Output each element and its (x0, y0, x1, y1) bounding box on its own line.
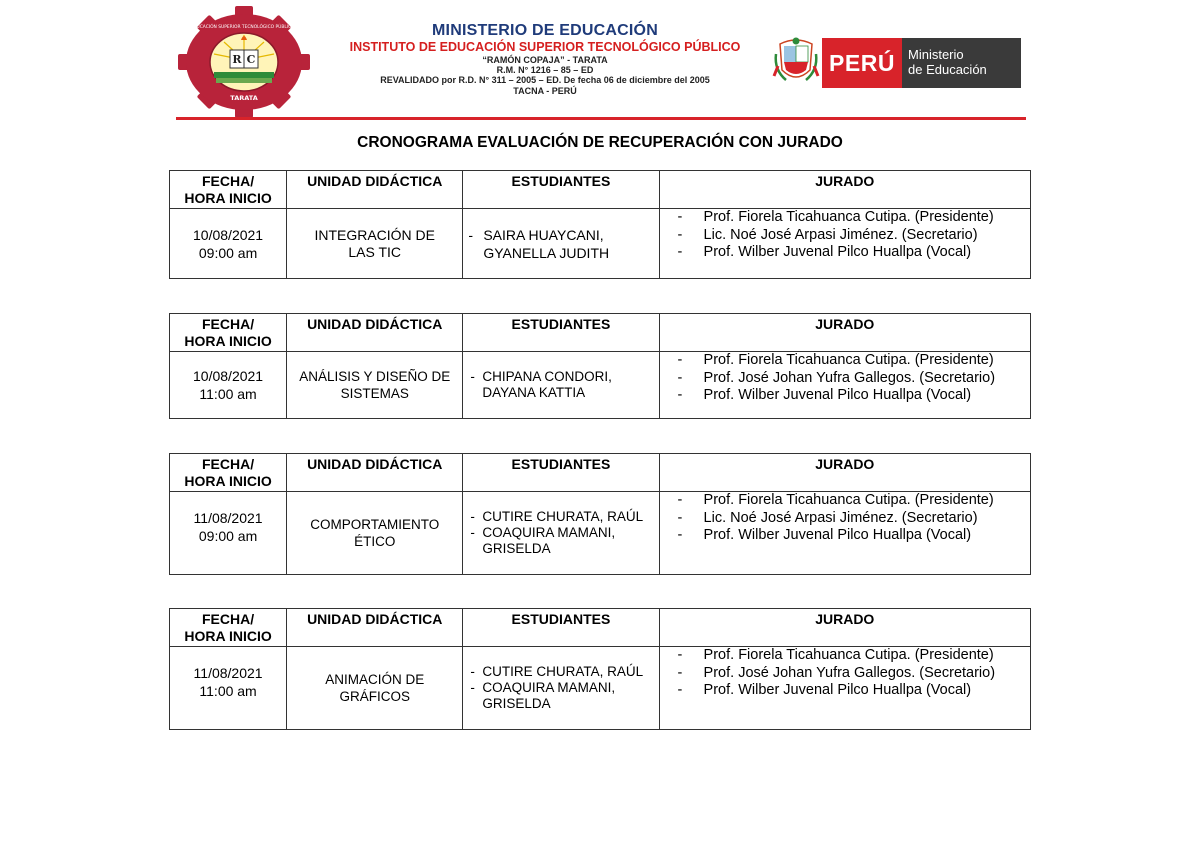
table-header-row (170, 609, 1031, 647)
schedule-table-1 (169, 170, 1031, 279)
header-estudiantes: ESTUDIANTES (463, 171, 659, 209)
header-fecha (170, 609, 287, 647)
unidad-cell (287, 352, 463, 419)
header-fecha (170, 171, 287, 209)
jurado-member: - Prof. Fiorela Ticahuanca Cutipa. (Presidente) (660, 352, 1030, 370)
jurado-member: - Prof. Wilber Juvenal Pilco Huallpa (Vocal) (660, 682, 1030, 700)
header-jurado: JURADO (659, 609, 1030, 647)
unidad-line1: INTEGRACIÓN DE (314, 226, 436, 243)
ministerio-label-box (902, 38, 1021, 88)
header-jurado: JURADO (659, 454, 1030, 492)
fecha-cell (170, 647, 287, 730)
revalidation-text: REVALIDADO por R.D. N° 311 – 2005 – ED. De fecha 06 de diciembre del 2005 (380, 75, 710, 86)
header-estudiantes: ESTUDIANTES (463, 314, 659, 352)
header-fecha-line1: FECHA/ (202, 316, 255, 332)
student-item-continued: GYANELLA JUDITH (483, 244, 610, 261)
ministerio-line2: de Educación (908, 62, 987, 77)
fecha-cell (170, 492, 287, 575)
logo-initial-r: R (232, 53, 242, 66)
time-text: 11:00 am (199, 386, 257, 402)
table-row (170, 209, 1031, 279)
logo-bottom-text: TARATA (230, 94, 258, 102)
jurado-member: - Prof. José Johan Yufra Gallegos. (Secretario) (660, 370, 1030, 388)
jurado-cell (659, 647, 1030, 730)
location-text: TACNA - PERÚ (513, 85, 577, 96)
time-text: 09:00 am (198, 244, 258, 261)
jurado-member: - Prof. Wilber Juvenal Pilco Huallpa (Vocal) (660, 387, 1030, 405)
header-jurado: JURADO (659, 171, 1030, 209)
header-unidad: UNIDAD DIDÁCTICA (287, 454, 463, 492)
unidad-line1: ANÁLISIS Y DISEÑO DE (299, 369, 451, 384)
header-fecha-line1: FECHA/ (202, 456, 255, 472)
unidad-line2: ÉTICO (354, 534, 396, 549)
schedule-table-2 (169, 313, 1031, 419)
student-item: - COAQUIRA MAMANI, (463, 680, 658, 696)
table-header-row (170, 171, 1031, 209)
student-item: - CHIPANA CONDORI, (463, 369, 658, 385)
header-estudiantes: ESTUDIANTES (463, 609, 659, 647)
date-text: 10/08/2021 (193, 226, 264, 243)
header-unidad: UNIDAD DIDÁCTICA (287, 609, 463, 647)
logo-seal-text: INSTITUTO DE EDUCACIÓN SUPERIOR TECNOLÓGICO PÚBLICO RAMÓN COPAJA (158, 25, 330, 30)
student-item: - CUTIRE CHURATA, RAÚL (463, 509, 658, 525)
schedule-table-4 (169, 608, 1031, 730)
student-item: - SAIRA HUAYCANI, (463, 226, 658, 244)
unidad-line2: LAS TIC (348, 243, 402, 260)
header-fecha-line1: FECHA/ (202, 611, 255, 627)
jurado-member: - Lic. Noé José Arpasi Jiménez. (Secretario) (660, 227, 1030, 245)
estudiantes-cell (463, 647, 659, 730)
table-row (170, 492, 1031, 575)
student-item-continued: DAYANA KATTIA (482, 385, 586, 400)
jurado-member: - Prof. Fiorela Ticahuanca Cutipa. (Presidente) (660, 492, 1030, 510)
header-estudiantes: ESTUDIANTES (463, 454, 659, 492)
jurado-member: - Prof. Fiorela Ticahuanca Cutipa. (Presidente) (660, 647, 1030, 665)
jurado-cell (659, 209, 1030, 279)
student-item: - CUTIRE CHURATA, RAÚL (463, 664, 658, 680)
jurado-cell (659, 492, 1030, 575)
student-item-continued: GRISELDA (482, 541, 551, 556)
time-text: 11:00 am (199, 683, 257, 699)
header-fecha-line2: HORA INICIO (184, 473, 272, 489)
unidad-line2: SISTEMAS (340, 386, 409, 401)
jurado-member: - Prof. Wilber Juvenal Pilco Huallpa (Vocal) (660, 244, 1030, 262)
unidad-line1: ANIMACIÓN DE (325, 672, 425, 687)
header-fecha-line1: FECHA/ (202, 173, 255, 189)
date-text: 10/08/2021 (193, 368, 264, 384)
table-header-row (170, 454, 1031, 492)
peru-label-box (822, 38, 902, 88)
coat-of-arms-icon (774, 36, 818, 88)
institute-short-name: “RAMÓN COPAJA” - TARATA (482, 54, 608, 65)
table-row (170, 352, 1031, 419)
peru-label: PERÚ (829, 50, 895, 76)
fecha-cell (170, 209, 287, 279)
header-unidad: UNIDAD DIDÁCTICA (287, 314, 463, 352)
header-fecha (170, 454, 287, 492)
header-jurado: JURADO (659, 314, 1030, 352)
header-unidad: UNIDAD DIDÁCTICA (287, 171, 463, 209)
schedule-table-3 (169, 453, 1031, 575)
student-item: - COAQUIRA MAMANI, (463, 525, 658, 541)
header-fecha (170, 314, 287, 352)
ministerio-line1: Ministerio (908, 47, 964, 62)
date-text: 11/08/2021 (193, 510, 263, 526)
jurado-member: - Prof. Wilber Juvenal Pilco Huallpa (Vocal) (660, 527, 1030, 545)
institute-name: INSTITUTO DE EDUCACIÓN SUPERIOR TECNOLÓGICO PÚBLICO (349, 40, 741, 55)
header-divider (176, 117, 1026, 120)
jurado-member: - Prof. José Johan Yufra Gallegos. (Secretario) (660, 665, 1030, 683)
unidad-cell (287, 492, 463, 575)
header-fecha-line2: HORA INICIO (184, 333, 272, 349)
estudiantes-cell (463, 209, 659, 279)
unidad-line1: COMPORTAMIENTO (310, 517, 440, 532)
time-text: 09:00 am (198, 528, 258, 544)
estudiantes-cell (463, 492, 659, 575)
institution-header (340, 22, 750, 96)
jurado-member: - Prof. Fiorela Ticahuanca Cutipa. (Presidente) (660, 209, 1030, 227)
header-fecha-line2: HORA INICIO (184, 628, 272, 644)
unidad-cell (287, 209, 463, 279)
table-header-row (170, 314, 1031, 352)
student-item-continued: GRISELDA (482, 696, 551, 711)
unidad-cell (287, 647, 463, 730)
jurado-cell (659, 352, 1030, 419)
document-title: CRONOGRAMA EVALUACIÓN DE RECUPERACIÓN CON JURADO (357, 134, 843, 151)
header-fecha-line2: HORA INICIO (184, 190, 272, 206)
jurado-member: - Lic. Noé José Arpasi Jiménez. (Secretario) (660, 510, 1030, 528)
fecha-cell (170, 352, 287, 419)
date-text: 11/08/2021 (193, 665, 263, 681)
institute-logo (158, 8, 330, 116)
estudiantes-cell (463, 352, 659, 419)
ministry-title: MINISTERIO DE EDUCACIÓN (432, 22, 658, 39)
resolution-number: R.M. N° 1216 – 85 – ED (496, 65, 594, 76)
logo-initial-c: C (246, 53, 256, 66)
table-row (170, 647, 1031, 730)
peru-ministry-logo (774, 36, 1022, 88)
unidad-line2: GRÁFICOS (339, 689, 410, 704)
